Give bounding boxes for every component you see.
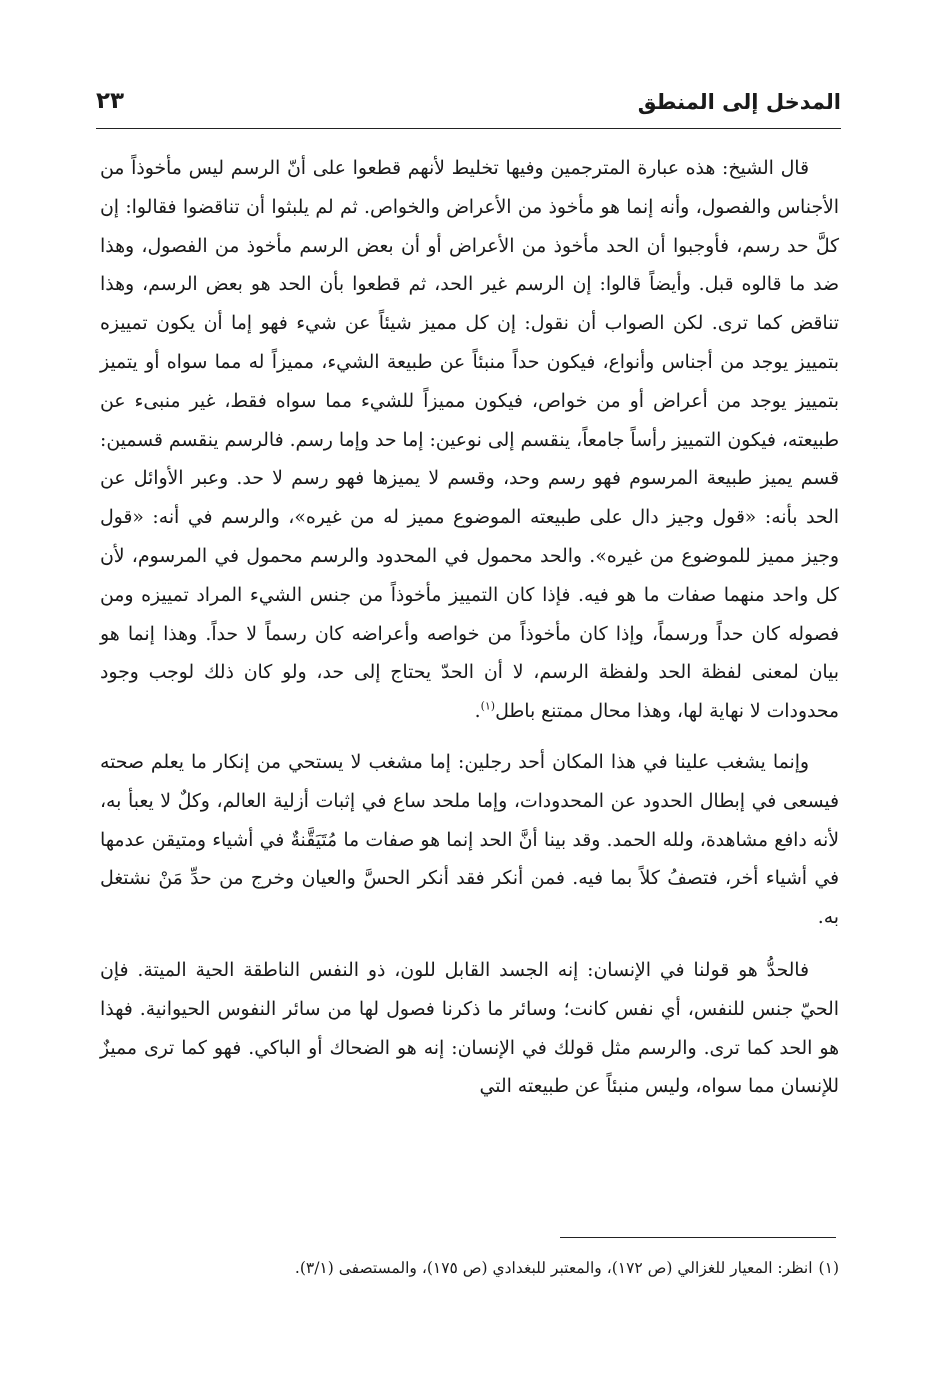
paragraph	[100, 952, 839, 1107]
paragraph	[100, 150, 839, 732]
footnote-number: (١)	[818, 1259, 839, 1277]
body-text	[100, 150, 839, 1107]
paragraph-text: فالحدُّ هو قولنا في الإنسان: إنه الجسد القابل للون، ذو النفس الناطقة الحية الميتة. فإن الحيّ جنس للنفس، أي نفس كانت؛ وسائر ما ذكرنا فصول لها من سائر النفوس الحيوانية. فهذا هو الحد كما ترى. والرسم مثل قولك في الإنسان: إنه هو الضحاك أو الباكي. فهو كما ترى مميزٌ للإنسان مما سواه، وليس منبئاً عن طبيعته التي	[100, 959, 839, 1098]
paragraph	[100, 744, 839, 938]
header-rule	[96, 128, 841, 129]
footnote	[100, 1254, 839, 1282]
footnote-rule	[560, 1237, 836, 1238]
running-title: المدخل إلى المنطق	[637, 90, 841, 114]
footnote-reference: (١)	[480, 699, 496, 713]
paragraph-end: .	[474, 701, 481, 723]
paragraph-text: وإنما يشغب علينا في هذا المكان أحد رجلين: إما مشغب لا يستحي من إنكار ما يعلم صحته فيسعى في إبطال الحدود عن المحدودات، وإما ملحد ساع في إثبات أزلية العالم، وكلٌ لا يعبأ به، لأنه دافع مشاهدة، ولله الحمد. وقد بينا أنَّ الحد إنما هو صفات ما مُتَيَقَّنةٌ في أشياء ومتيقن عدمها في أشياء أخر، فتصفُ كلاً بما فيه. فمن أنكر فقد أنكر الحسَّ والعيان وخرج من حدِّ مَنْ نشتغل به.	[100, 751, 839, 929]
footnote-text: انظر: المعيار للغزالي (ص ١٧٢)، والمعتبر للبغدادي (ص ١٧٥)، والمستصفى (٣/١).	[294, 1259, 813, 1277]
paragraph-text: قال الشيخ: هذه عبارة المترجمين وفيها تخليط لأنهم قطعوا على أنّ الرسم ليس مأخوذاً من الأجناس والفصول، وأنه إنما هو مأخوذ من الأعراض والخواص. ثم لم يلبثوا أن تناقضوا فقالوا: إن كلَّ حد رسم، فأوجبوا أن الحد مأخوذ من الأعراض أو أن بعض الرسم مأخوذ من الفصول، وهذا ضد ما قالوه قبل. وأيضاً قالوا: إن الرسم غير الحد، ثم قطعوا بأن الحد هو بعض الرسم، وهذا تناقض كما ترى. لكن الصواب أن نقول: إن كل مميز شيئاً عن شيء فهو إما أن يكون تمييزه بتمييز يوجد من أجناس وأنواع، فيكون حداً منبئاً عن طبيعة الشيء، مميزاً له مما سواه أو يتميز بتمييز يوجد من أعراض أو من خواص، فيكون مميزاً للشيء مما سواه فقط، غير منبىء عن طبيعته، فيكون التمييز رأساً جامعاً، ينقسم إلى نوعين: إما حد وإما رسم. فالرسم ينقسم قسمين: قسم يميز طبيعة المرسوم فهو رسم وحد، وقسم لا يميزها فهو رسم لا حد. وعبر الأوائل عن الحد بأنه: «قول وجيز دال على طبيعته الموضوع مميز له من غيره»، والرسم في أنه: «قول وجيز مميز للموضوع من غيره». والحد محمول في المحدود والرسم محمول في المرسوم، لأن كل واحد منهما صفات ما هو فيه. فإذا كان التمييز مأخوذاً من جنس الشيء المراد تمييزه ومن فصوله كان حداً ورسماً، وإذا كان مأخوذاً من خواصه وأعراضه كان رسماً لا حداً. وهذا إنما هو بيان لمعنى لفظة الحد ولفظة الرسم، لا أن الحدّ يحتاج إلى حد، ولو كان ذلك لوجب وجود محدودات لا نهاية لها، وهذا محال ممتنع باطل	[100, 158, 839, 723]
running-header	[96, 84, 841, 128]
page-number: ٢٣	[96, 88, 125, 114]
